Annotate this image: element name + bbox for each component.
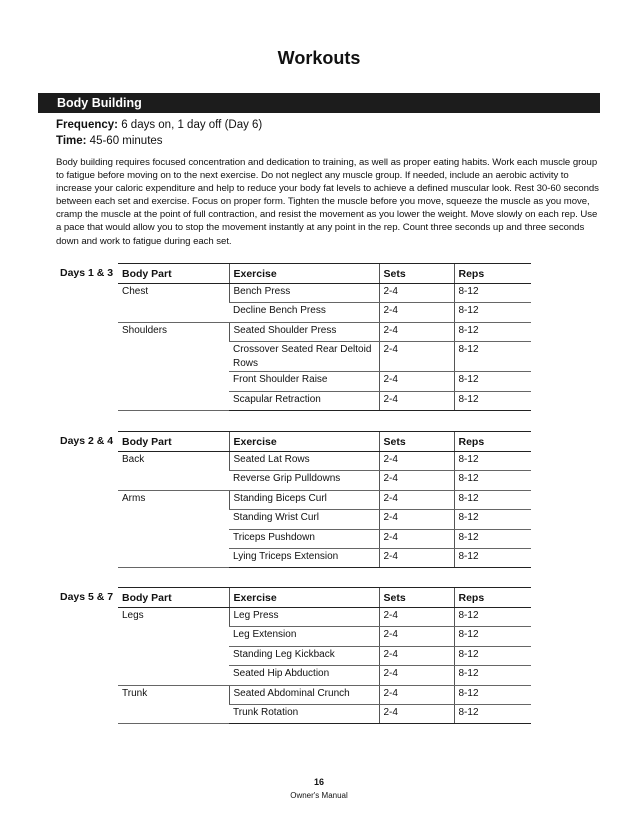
workout-table — [118, 431, 531, 568]
header-exercise: Exercise — [229, 432, 379, 452]
section-header: Body Building — [38, 93, 600, 113]
cell-exercise: Bench Press — [229, 284, 379, 303]
cell-sets: 2-4 — [379, 471, 454, 490]
header-sets: Sets — [379, 432, 454, 452]
cell-reps: 8-12 — [454, 471, 531, 490]
cell-body-part: Trunk — [118, 685, 229, 724]
cell-sets: 2-4 — [379, 529, 454, 548]
cell-sets: 2-4 — [379, 666, 454, 685]
cell-reps: 8-12 — [454, 548, 531, 567]
cell-exercise: Standing Biceps Curl — [229, 490, 379, 509]
cell-reps: 8-12 — [454, 490, 531, 509]
table-row — [118, 322, 531, 341]
cell-sets: 2-4 — [379, 627, 454, 646]
cell-sets: 2-4 — [379, 685, 454, 704]
cell-sets: 2-4 — [379, 303, 454, 322]
header-sets: Sets — [379, 264, 454, 284]
header-exercise: Exercise — [229, 588, 379, 608]
header-sets: Sets — [379, 588, 454, 608]
cell-exercise: Front Shoulder Raise — [229, 372, 379, 391]
cell-exercise: Leg Extension — [229, 627, 379, 646]
section-description: Body building requires focused concentration and dedication to training, as well as proper eating habits. Work each muscle group to fatigue before moving on to the next exercise. Do not neglect any muscle group. If needed, include an aerobic activity to increase your caloric expenditure and help to reduce your body fat levels to achieve a defined muscular look. Rest 30-60 seconds between each set and exercise. Focus on proper form. Tighten the muscle before you move, squeeze the muscle as you move, cramp the muscle at the point of full contraction, and resist the movement as you lower the weight. Move slowly on each rep. Use a pace that would allow you to stop the movement instantly at any point in the rep. Count three seconds up and three seconds down and work to fatigue during each set. — [56, 157, 599, 247]
cell-body-part: Chest — [118, 284, 229, 323]
cell-sets: 2-4 — [379, 284, 454, 303]
cell-reps: 8-12 — [454, 322, 531, 341]
cell-reps: 8-12 — [454, 666, 531, 685]
cell-exercise: Seated Shoulder Press — [229, 322, 379, 341]
cell-exercise: Decline Bench Press — [229, 303, 379, 322]
cell-exercise: Trunk Rotation — [229, 704, 379, 723]
page-title: Workouts — [277, 48, 361, 68]
table-row — [118, 608, 531, 627]
table-header-row — [118, 432, 531, 452]
cell-exercise: Leg Press — [229, 608, 379, 627]
workout-days-label: Days 1 & 3 — [60, 267, 114, 279]
time-label: Time: — [56, 135, 87, 147]
header-body-part: Body Part — [118, 588, 229, 608]
cell-sets: 2-4 — [379, 608, 454, 627]
cell-reps: 8-12 — [454, 284, 531, 303]
cell-reps: 8-12 — [454, 627, 531, 646]
table-header-row — [118, 588, 531, 608]
cell-sets: 2-4 — [379, 391, 454, 410]
cell-reps: 8-12 — [454, 704, 531, 723]
workout-table — [118, 587, 531, 724]
cell-exercise: Standing Wrist Curl — [229, 510, 379, 529]
cell-sets: 2-4 — [379, 510, 454, 529]
table-row — [118, 685, 531, 704]
header-reps: Reps — [454, 588, 531, 608]
cell-body-part: Back — [118, 452, 229, 491]
header-reps: Reps — [454, 432, 531, 452]
cell-exercise: Seated Hip Abduction — [229, 666, 379, 685]
cell-reps: 8-12 — [454, 685, 531, 704]
workout-table — [118, 263, 531, 411]
cell-sets: 2-4 — [379, 372, 454, 391]
table-row — [118, 490, 531, 509]
cell-reps: 8-12 — [454, 510, 531, 529]
cell-sets: 2-4 — [379, 490, 454, 509]
cell-sets: 2-4 — [379, 704, 454, 723]
time-line — [56, 135, 163, 147]
cell-reps: 8-12 — [454, 391, 531, 410]
table-row — [118, 452, 531, 471]
cell-exercise: Crossover Seated Rear Deltoid Rows — [229, 342, 379, 372]
table-header-row — [118, 264, 531, 284]
cell-reps: 8-12 — [454, 452, 531, 471]
manual-name: Owner's Manual — [290, 791, 348, 800]
workout-days-label: Days 5 & 7 — [60, 591, 114, 603]
frequency-label: Frequency: — [56, 119, 118, 131]
cell-body-part: Shoulders — [118, 322, 229, 410]
table-row — [118, 284, 531, 303]
header-body-part: Body Part — [118, 264, 229, 284]
cell-reps: 8-12 — [454, 372, 531, 391]
cell-sets: 2-4 — [379, 342, 454, 372]
cell-reps: 8-12 — [454, 608, 531, 627]
header-exercise: Exercise — [229, 264, 379, 284]
cell-sets: 2-4 — [379, 646, 454, 665]
cell-sets: 2-4 — [379, 322, 454, 341]
cell-reps: 8-12 — [454, 303, 531, 322]
header-reps: Reps — [454, 264, 531, 284]
cell-exercise: Reverse Grip Pulldowns — [229, 471, 379, 490]
frequency-line — [56, 119, 262, 131]
cell-exercise: Standing Leg Kickback — [229, 646, 379, 665]
cell-exercise: Seated Lat Rows — [229, 452, 379, 471]
cell-exercise: Lying Triceps Extension — [229, 548, 379, 567]
cell-sets: 2-4 — [379, 548, 454, 567]
page-number: 16 — [313, 777, 324, 787]
workout-days-label: Days 2 & 4 — [60, 435, 114, 447]
cell-reps: 8-12 — [454, 646, 531, 665]
cell-reps: 8-12 — [454, 342, 531, 372]
cell-exercise: Triceps Pushdown — [229, 529, 379, 548]
cell-body-part: Legs — [118, 608, 229, 686]
frequency-value: 6 days on, 1 day off (Day 6) — [121, 119, 263, 131]
cell-exercise: Scapular Retraction — [229, 391, 379, 410]
cell-reps: 8-12 — [454, 529, 531, 548]
time-value: 45-60 minutes — [89, 135, 163, 147]
header-body-part: Body Part — [118, 432, 229, 452]
cell-exercise: Seated Abdominal Crunch — [229, 685, 379, 704]
cell-body-part: Arms — [118, 490, 229, 568]
cell-sets: 2-4 — [379, 452, 454, 471]
